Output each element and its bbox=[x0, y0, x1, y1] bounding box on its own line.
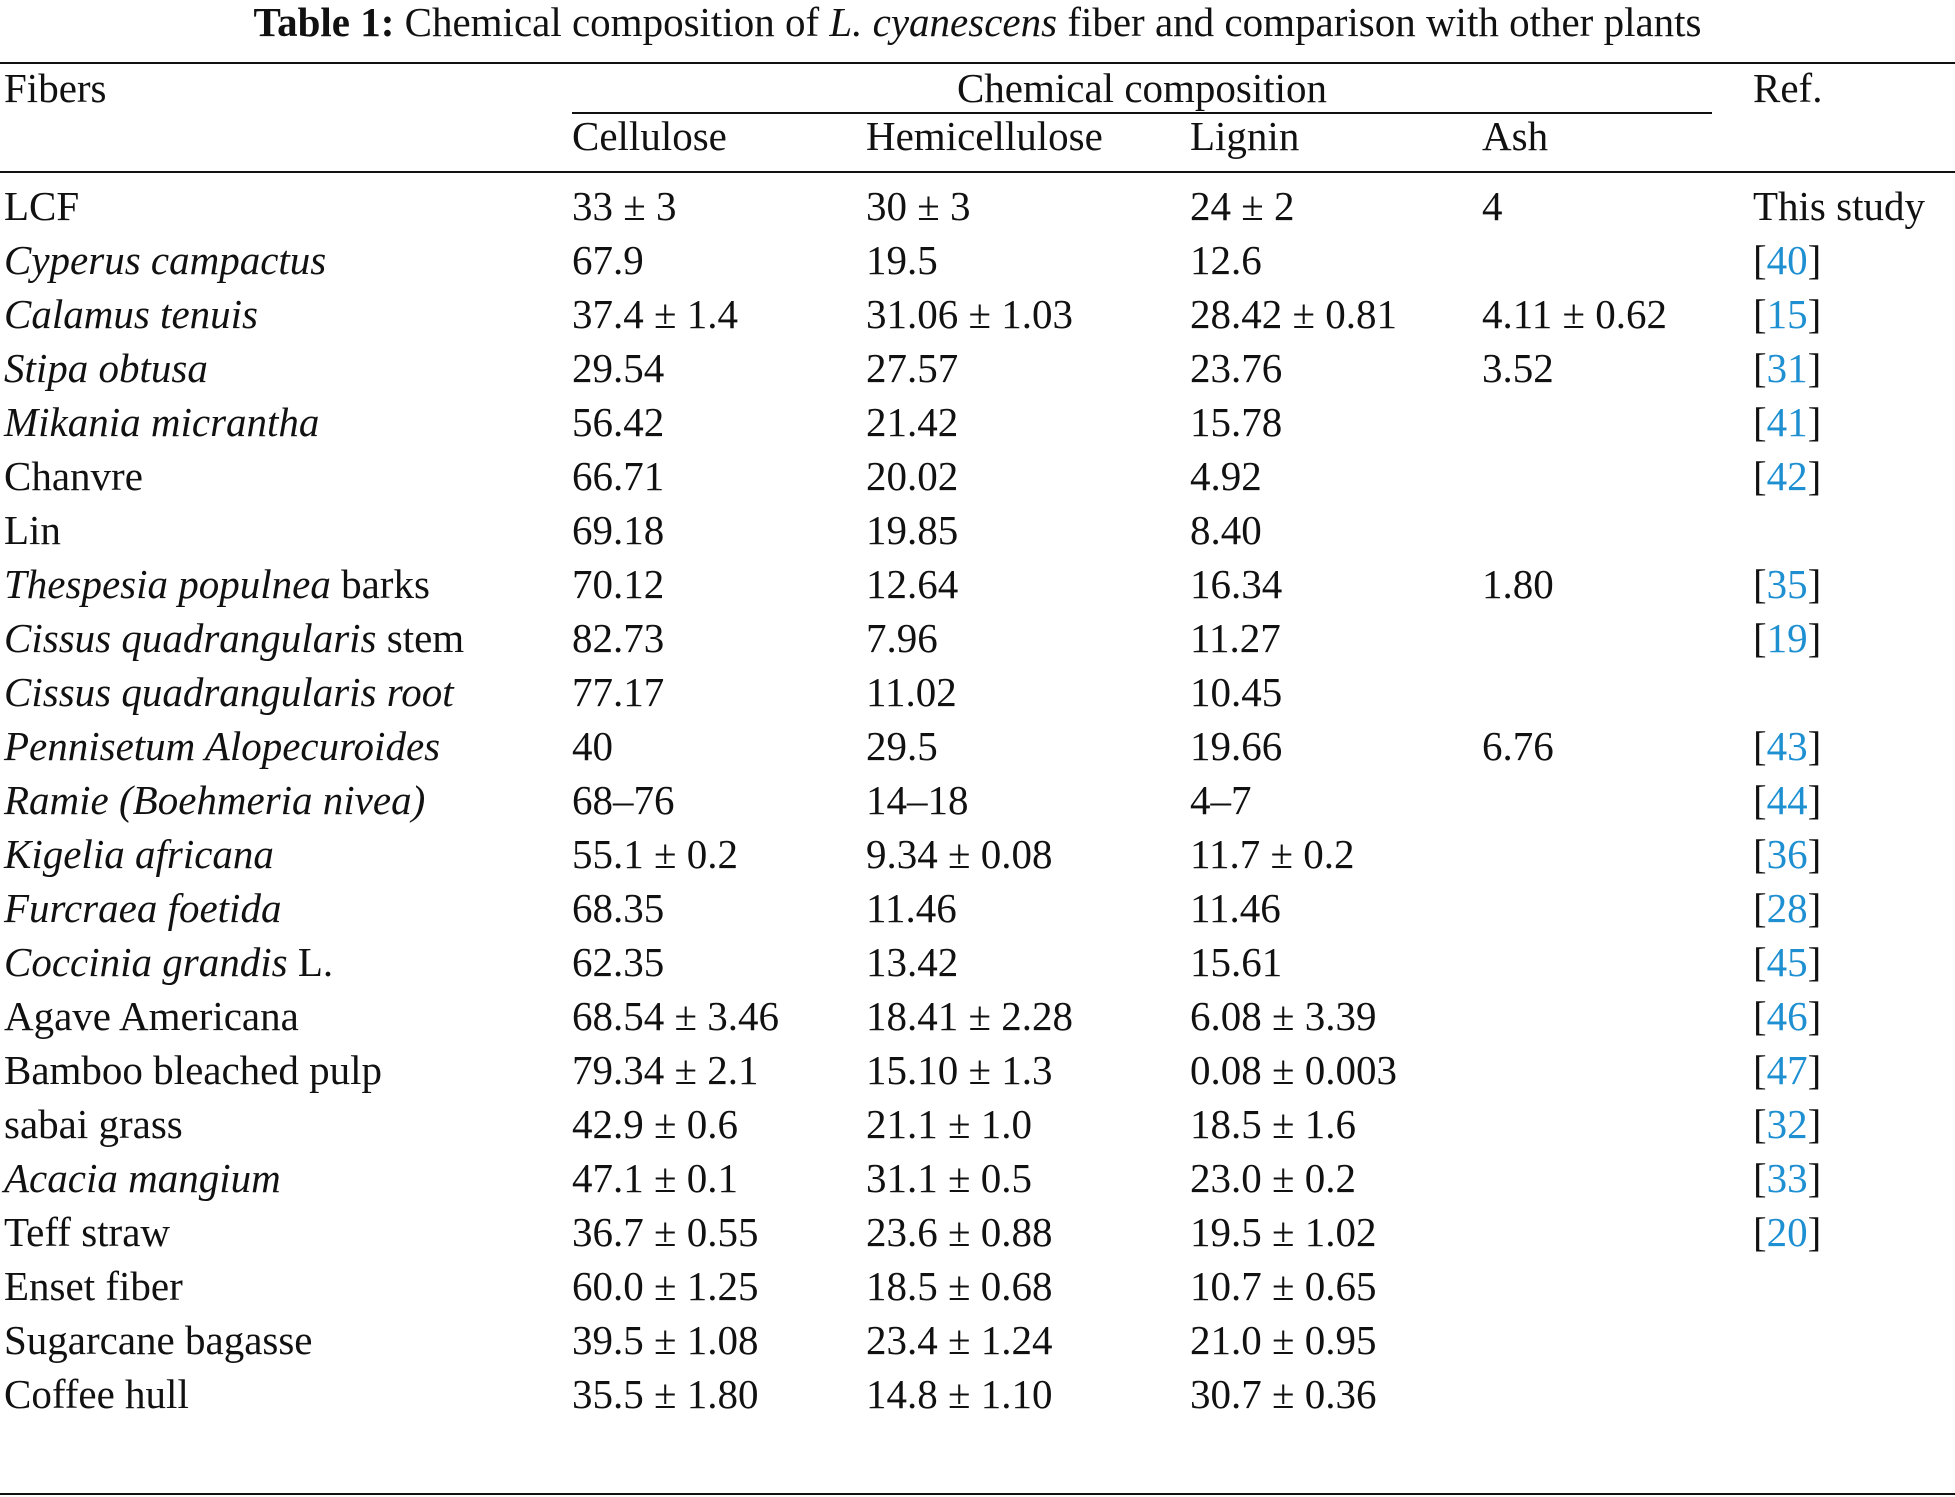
lignin-cell: 15.61 bbox=[1190, 939, 1283, 985]
ash-cell: 1.80 bbox=[1482, 561, 1554, 607]
cellulose-cell: 60.0 ± 1.25 bbox=[572, 1263, 759, 1309]
lignin-cell: 19.66 bbox=[1190, 723, 1283, 769]
ref-bracket-open: [ bbox=[1753, 237, 1767, 283]
lignin-cell: 21.0 ± 0.95 bbox=[1190, 1317, 1377, 1363]
hemicellulose-cell: 23.6 ± 0.88 bbox=[866, 1209, 1053, 1255]
fiber-name-italic: Kigelia africana bbox=[4, 831, 274, 877]
table-caption bbox=[0, 0, 1955, 48]
ref-bracket-close: ] bbox=[1807, 237, 1822, 283]
ref-bracket-close: ] bbox=[1807, 615, 1822, 661]
cellulose-cell: 70.12 bbox=[572, 561, 665, 607]
fiber-name-cell bbox=[4, 884, 281, 932]
fiber-name-italic: Furcraea foetida bbox=[4, 885, 282, 931]
ref-link[interactable]: 40 bbox=[1766, 237, 1808, 283]
cellulose-cell: 68.35 bbox=[572, 885, 665, 931]
fiber-name-italic: Calamus tenuis bbox=[4, 291, 258, 337]
ref-bracket-open: [ bbox=[1753, 1209, 1767, 1255]
ref-bracket-close: ] bbox=[1807, 1047, 1822, 1093]
ref-bracket-close: ] bbox=[1807, 777, 1822, 823]
ash-cell: 4.11 ± 0.62 bbox=[1482, 291, 1667, 337]
fiber-name-cell bbox=[4, 182, 79, 230]
fiber-name-cell bbox=[4, 1262, 183, 1310]
fiber-name-cell bbox=[4, 1100, 183, 1148]
hemicellulose-cell: 21.1 ± 1.0 bbox=[866, 1101, 1033, 1147]
lignin-cell: 4.92 bbox=[1190, 453, 1262, 499]
ref-bracket-open: [ bbox=[1753, 1047, 1767, 1093]
hemicellulose-cell: 19.5 bbox=[866, 237, 938, 283]
header-ash: Ash bbox=[1482, 113, 1549, 159]
lignin-cell: 18.5 ± 1.6 bbox=[1190, 1101, 1357, 1147]
header-chemical-composition: Chemical composition bbox=[956, 65, 1328, 111]
fiber-name: L. bbox=[287, 939, 334, 985]
fiber-name: Bamboo bleached pulp bbox=[4, 1047, 383, 1093]
hemicellulose-cell: 21.42 bbox=[866, 399, 959, 445]
cellulose-cell: 29.54 bbox=[572, 345, 665, 391]
ref-text: This study bbox=[1753, 183, 1925, 229]
lignin-cell: 19.5 ± 1.02 bbox=[1190, 1209, 1377, 1255]
ref-bracket-open: [ bbox=[1753, 291, 1767, 337]
cellulose-cell: 69.18 bbox=[572, 507, 665, 553]
cellulose-cell: 33 ± 3 bbox=[572, 183, 677, 229]
ref-bracket-close: ] bbox=[1807, 561, 1822, 607]
lignin-cell: 11.27 bbox=[1190, 615, 1281, 661]
ref-bracket-close: ] bbox=[1807, 885, 1822, 931]
lignin-cell: 4–7 bbox=[1190, 777, 1252, 823]
ref-cell[interactable] bbox=[1753, 884, 1821, 932]
hemicellulose-cell: 31.1 ± 0.5 bbox=[866, 1155, 1033, 1201]
cellulose-cell: 79.34 ± 2.1 bbox=[572, 1047, 759, 1093]
cellulose-cell: 68.54 ± 3.46 bbox=[572, 993, 780, 1039]
fiber-name-cell bbox=[4, 506, 61, 554]
fiber-name-cell bbox=[4, 992, 299, 1040]
ash-cell: 3.52 bbox=[1482, 345, 1554, 391]
fiber-name-cell bbox=[4, 1154, 281, 1202]
lignin-cell: 8.40 bbox=[1190, 507, 1262, 553]
lignin-cell: 6.08 ± 3.39 bbox=[1190, 993, 1377, 1039]
ref-bracket-open: [ bbox=[1753, 939, 1767, 985]
cellulose-cell: 42.9 ± 0.6 bbox=[572, 1101, 739, 1147]
fiber-name: Chanvre bbox=[4, 453, 143, 499]
ref-link[interactable]: 44 bbox=[1766, 777, 1808, 823]
lignin-cell: 16.34 bbox=[1190, 561, 1283, 607]
ref-link[interactable]: 20 bbox=[1766, 1209, 1808, 1255]
fiber-name-cell bbox=[4, 1370, 189, 1418]
fiber-name-italic: Cissus quadrangularis bbox=[4, 615, 377, 661]
fiber-name: stem bbox=[376, 615, 465, 661]
hemicellulose-cell: 12.64 bbox=[866, 561, 959, 607]
hemicellulose-cell: 19.85 bbox=[866, 507, 959, 553]
ref-bracket-open: [ bbox=[1753, 831, 1767, 877]
fiber-name: Enset fiber bbox=[4, 1263, 183, 1309]
ref-bracket-close: ] bbox=[1807, 453, 1822, 499]
hemicellulose-cell: 14.8 ± 1.10 bbox=[866, 1371, 1053, 1417]
ref-link[interactable]: 42 bbox=[1766, 453, 1808, 499]
ref-bracket-close: ] bbox=[1807, 1155, 1822, 1201]
fiber-name-cell bbox=[4, 290, 258, 338]
fiber-name-cell bbox=[4, 938, 333, 986]
lignin-cell: 11.46 bbox=[1190, 885, 1281, 931]
header-lignin: Lignin bbox=[1190, 113, 1300, 159]
fiber-name-cell bbox=[4, 1316, 313, 1364]
fiber-name-cell bbox=[4, 560, 430, 608]
ref-link[interactable]: 43 bbox=[1766, 723, 1808, 769]
hemicellulose-cell: 20.02 bbox=[866, 453, 959, 499]
ref-cell[interactable] bbox=[1753, 236, 1821, 284]
fiber-name: Agave Americana bbox=[4, 993, 299, 1039]
lignin-cell: 24 ± 2 bbox=[1190, 183, 1295, 229]
hemicellulose-cell: 9.34 ± 0.08 bbox=[866, 831, 1053, 877]
fiber-name-cell bbox=[4, 452, 143, 500]
fiber-name: barks bbox=[330, 561, 430, 607]
ref-bracket-close: ] bbox=[1807, 993, 1822, 1039]
ref-cell[interactable] bbox=[1753, 1154, 1821, 1202]
lignin-cell: 30.7 ± 0.36 bbox=[1190, 1371, 1377, 1417]
ref-cell[interactable] bbox=[1753, 452, 1821, 500]
fiber-name-italic: Stipa obtusa bbox=[4, 345, 208, 391]
lignin-cell: 0.08 ± 0.003 bbox=[1190, 1047, 1398, 1093]
ref-cell[interactable] bbox=[1753, 1046, 1821, 1094]
fiber-name: Teff straw bbox=[4, 1209, 171, 1255]
ref-link[interactable]: 32 bbox=[1766, 1101, 1808, 1147]
ref-bracket-open: [ bbox=[1753, 993, 1767, 1039]
cellulose-cell: 39.5 ± 1.08 bbox=[572, 1317, 759, 1363]
ref-bracket-open: [ bbox=[1753, 399, 1767, 445]
ref-cell[interactable] bbox=[1753, 560, 1821, 608]
ref-bracket-close: ] bbox=[1807, 723, 1822, 769]
header-cellulose: Cellulose bbox=[572, 113, 727, 159]
fiber-name-cell bbox=[4, 830, 274, 878]
fiber-name: Lin bbox=[4, 507, 61, 553]
ref-cell[interactable] bbox=[1753, 992, 1821, 1040]
cellulose-cell: 37.4 ± 1.4 bbox=[572, 291, 739, 337]
hemicellulose-cell: 31.06 ± 1.03 bbox=[866, 291, 1074, 337]
fiber-name: Sugarcane bagasse bbox=[4, 1317, 313, 1363]
caption-text-after: fiber and comparison with other plants bbox=[1067, 0, 1702, 45]
fiber-name-cell bbox=[4, 398, 319, 446]
fiber-name-cell bbox=[4, 1046, 382, 1094]
fiber-name-cell bbox=[4, 344, 208, 392]
lignin-cell: 12.6 bbox=[1190, 237, 1262, 283]
fiber-name-italic: Cissus quadrangularis root bbox=[4, 669, 454, 715]
header-hemicellulose: Hemicellulose bbox=[866, 113, 1103, 159]
hemicellulose-cell: 7.96 bbox=[866, 615, 938, 661]
ref-bracket-open: [ bbox=[1753, 615, 1767, 661]
caption-text-before: Chemical composition of bbox=[404, 0, 820, 45]
ref-bracket-close: ] bbox=[1807, 831, 1822, 877]
cellulose-cell: 35.5 ± 1.80 bbox=[572, 1371, 759, 1417]
header-fibers: Fibers bbox=[4, 65, 107, 111]
ref-cell[interactable] bbox=[1753, 614, 1821, 662]
hemicellulose-cell: 11.46 bbox=[866, 885, 957, 931]
ref-link[interactable]: 19 bbox=[1766, 615, 1808, 661]
fiber-name-cell bbox=[4, 722, 440, 770]
ref-cell[interactable] bbox=[1753, 830, 1821, 878]
ref-link[interactable]: 35 bbox=[1766, 561, 1808, 607]
ref-bracket-open: [ bbox=[1753, 561, 1767, 607]
ref-bracket-close: ] bbox=[1807, 345, 1822, 391]
hemicellulose-cell: 15.10 ± 1.3 bbox=[866, 1047, 1053, 1093]
fiber-name-cell bbox=[4, 776, 425, 824]
fiber-name-italic: Acacia mangium bbox=[4, 1155, 281, 1201]
ref-cell[interactable] bbox=[1753, 344, 1821, 392]
ref-cell[interactable] bbox=[1753, 722, 1821, 770]
ref-cell[interactable] bbox=[1753, 290, 1821, 338]
ref-cell[interactable] bbox=[1753, 938, 1821, 986]
hemicellulose-cell: 13.42 bbox=[866, 939, 959, 985]
cellulose-cell: 47.1 ± 0.1 bbox=[572, 1155, 739, 1201]
lignin-cell: 10.45 bbox=[1190, 669, 1283, 715]
hemicellulose-cell: 23.4 ± 1.24 bbox=[866, 1317, 1053, 1363]
ref-bracket-open: [ bbox=[1753, 777, 1767, 823]
hemicellulose-cell: 18.41 ± 2.28 bbox=[866, 993, 1074, 1039]
fiber-name-cell bbox=[4, 668, 454, 716]
caption-label: Table 1: bbox=[253, 0, 395, 45]
lignin-cell: 23.76 bbox=[1190, 345, 1283, 391]
header-ref: Ref. bbox=[1753, 65, 1823, 111]
cellulose-cell: 40 bbox=[572, 723, 613, 769]
fiber-name-italic: Thespesia populnea bbox=[4, 561, 331, 607]
lignin-cell: 23.0 ± 0.2 bbox=[1190, 1155, 1357, 1201]
caption-species: L. cyanescens bbox=[829, 0, 1058, 45]
cellulose-cell: 77.17 bbox=[572, 669, 665, 715]
ref-link[interactable]: 46 bbox=[1766, 993, 1808, 1039]
ash-cell: 4 bbox=[1482, 183, 1503, 229]
ref-bracket-open: [ bbox=[1753, 723, 1767, 769]
fiber-name-italic: Cyperus campactus bbox=[4, 237, 327, 283]
ref-link[interactable]: 15 bbox=[1766, 291, 1808, 337]
cellulose-cell: 62.35 bbox=[572, 939, 665, 985]
cellulose-cell: 67.9 bbox=[572, 237, 644, 283]
fiber-name-cell bbox=[4, 1208, 170, 1256]
cellulose-cell: 66.71 bbox=[572, 453, 665, 499]
fiber-name-italic: Ramie (Boehmeria nivea) bbox=[4, 777, 426, 823]
ref-bracket-open: [ bbox=[1753, 885, 1767, 931]
ref-bracket-open: [ bbox=[1753, 345, 1767, 391]
ref-bracket-close: ] bbox=[1807, 939, 1822, 985]
lignin-cell: 28.42 ± 0.81 bbox=[1190, 291, 1398, 337]
header-bottom-rule bbox=[0, 171, 1955, 173]
fiber-name-italic: Pennisetum Alopecuroides bbox=[4, 723, 441, 769]
bottom-rule bbox=[0, 1493, 1955, 1495]
ref-link[interactable]: 41 bbox=[1766, 399, 1808, 445]
fiber-name-italic: Coccinia grandis bbox=[4, 939, 288, 985]
ref-cell bbox=[1753, 182, 1925, 230]
cellulose-cell: 82.73 bbox=[572, 615, 665, 661]
ref-link[interactable]: 36 bbox=[1766, 831, 1808, 877]
lignin-cell: 15.78 bbox=[1190, 399, 1283, 445]
lignin-cell: 10.7 ± 0.65 bbox=[1190, 1263, 1377, 1309]
ref-bracket-close: ] bbox=[1807, 291, 1822, 337]
ref-bracket-close: ] bbox=[1807, 399, 1822, 445]
fiber-name: sabai grass bbox=[4, 1101, 183, 1147]
hemicellulose-cell: 18.5 ± 0.68 bbox=[866, 1263, 1053, 1309]
ref-bracket-close: ] bbox=[1807, 1209, 1822, 1255]
cellulose-cell: 55.1 ± 0.2 bbox=[572, 831, 739, 877]
fiber-name-italic: Mikania micrantha bbox=[4, 399, 320, 445]
fiber-name-cell bbox=[4, 614, 464, 662]
hemicellulose-cell: 30 ± 3 bbox=[866, 183, 971, 229]
ref-bracket-open: [ bbox=[1753, 1155, 1767, 1201]
ref-link[interactable]: 28 bbox=[1766, 885, 1808, 931]
cellulose-cell: 56.42 bbox=[572, 399, 665, 445]
ref-bracket-open: [ bbox=[1753, 453, 1767, 499]
ref-link[interactable]: 47 bbox=[1766, 1047, 1808, 1093]
hemicellulose-cell: 27.57 bbox=[866, 345, 959, 391]
ref-link[interactable]: 31 bbox=[1766, 345, 1808, 391]
hemicellulose-cell: 11.02 bbox=[866, 669, 957, 715]
ref-link[interactable]: 33 bbox=[1766, 1155, 1808, 1201]
hemicellulose-cell: 14–18 bbox=[866, 777, 969, 823]
cellulose-cell: 68–76 bbox=[572, 777, 675, 823]
fiber-name: Coffee hull bbox=[4, 1371, 189, 1417]
ref-bracket-close: ] bbox=[1807, 1101, 1822, 1147]
ref-link[interactable]: 45 bbox=[1766, 939, 1808, 985]
ref-bracket-open: [ bbox=[1753, 1101, 1767, 1147]
fiber-name-cell bbox=[4, 236, 326, 284]
ref-cell[interactable] bbox=[1753, 1100, 1821, 1148]
lignin-cell: 11.7 ± 0.2 bbox=[1190, 831, 1355, 877]
ref-cell[interactable] bbox=[1753, 1208, 1821, 1256]
ref-cell[interactable] bbox=[1753, 776, 1821, 824]
hemicellulose-cell: 29.5 bbox=[866, 723, 938, 769]
ref-cell[interactable] bbox=[1753, 398, 1821, 446]
cellulose-cell: 36.7 ± 0.55 bbox=[572, 1209, 759, 1255]
fiber-name: LCF bbox=[4, 183, 80, 229]
ash-cell: 6.76 bbox=[1482, 723, 1554, 769]
